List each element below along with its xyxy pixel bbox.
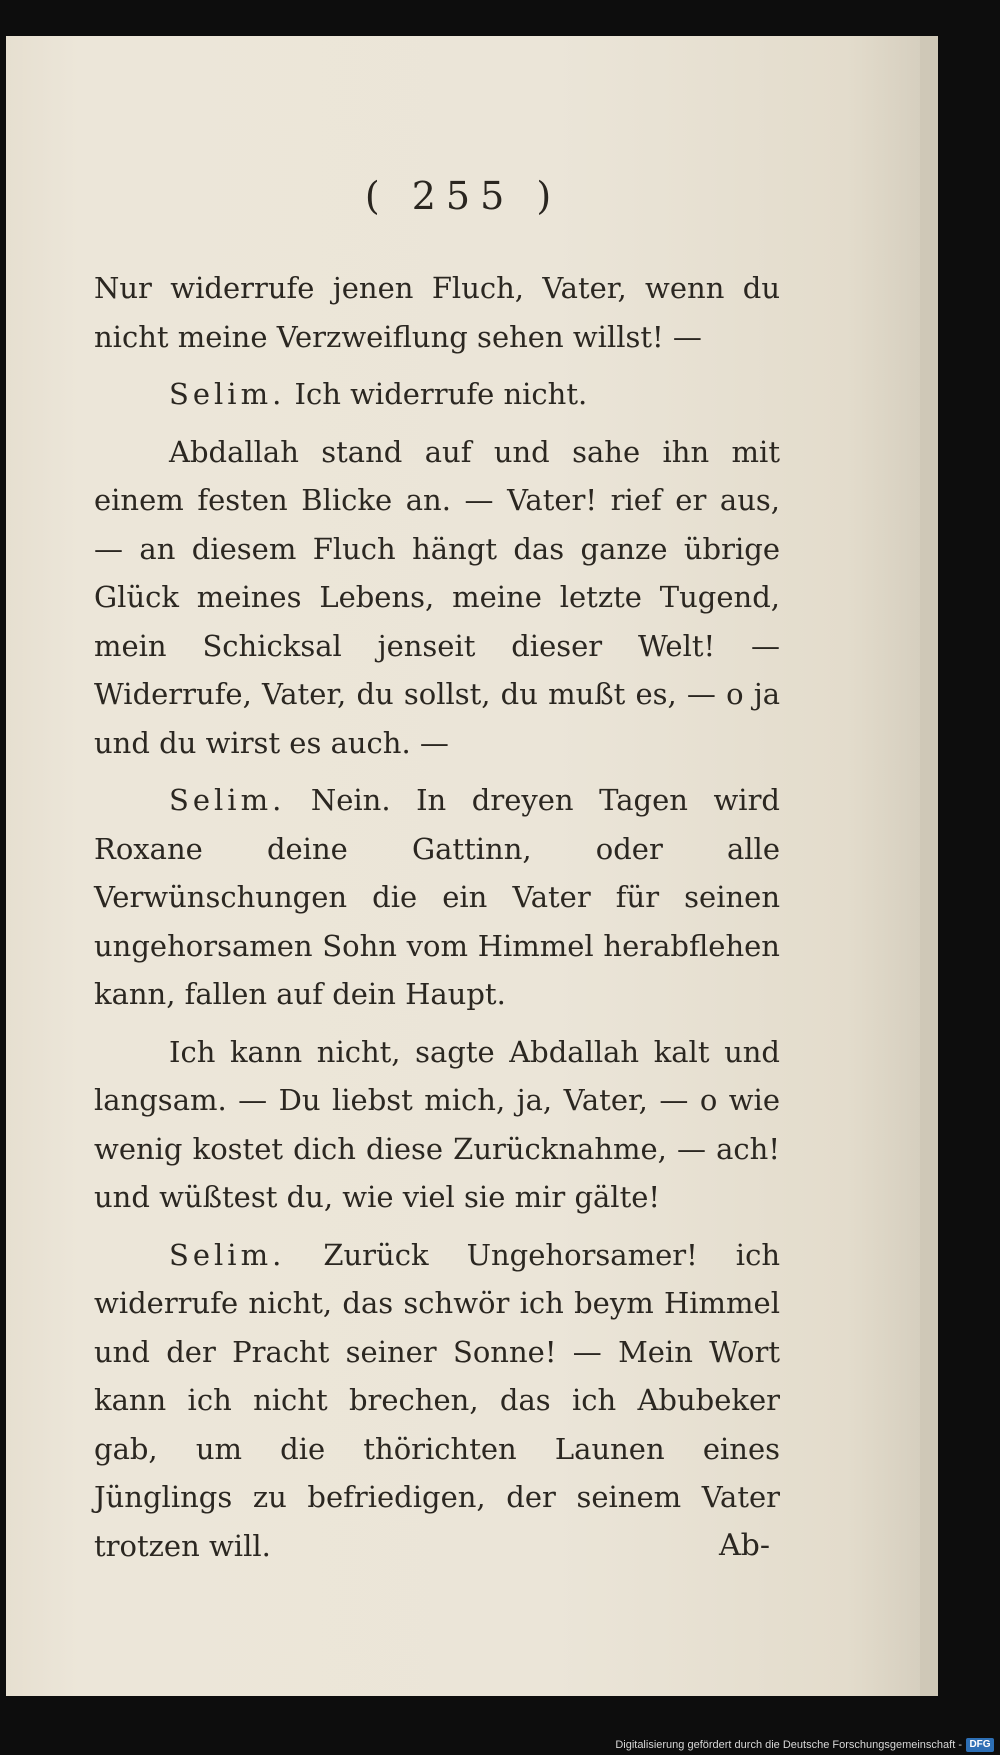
page-text xyxy=(94,264,780,1570)
paragraph-2-text: Ich widerrufe nicht. xyxy=(294,377,588,411)
speaker-name: Selim. xyxy=(169,783,286,817)
digitization-footer xyxy=(0,1733,1000,1755)
page-number: ( 255 ) xyxy=(364,174,562,218)
catchword: Ab- xyxy=(718,1528,770,1563)
paragraph-6-text: Zurück Ungehorsamer! ich widerrufe nicht, das schwör ich beym Himmel und der Pracht seiner Sonne! — Mein Wort kann ich nicht brechen, das ich Abubeker gab, um die thörichten Launen eines Jünglings zu befriedigen, der seinem Vater trotzen will. xyxy=(94,1237,780,1563)
paragraph-5 xyxy=(94,1028,780,1222)
paragraph-3 xyxy=(94,428,780,768)
paragraph-4-text: Nein. In dreyen Tagen wird Roxane deine Gattinn, oder alle Verwünschungen die ein Vater für seinen ungehorsamen Sohn vom Himmel herabflehen kann, fallen auf dein Haupt. xyxy=(94,783,780,1011)
footer-credit: Digitalisierung gefördert durch die Deutsche Forschungsgemeinschaft - xyxy=(615,1739,962,1751)
paragraph-5-text: Ich kann nicht, sagte Abdallah kalt und langsam. — Du liebst mich, ja, Vater, — o wie wenig kostet dich diese Zurücknahme, — ach! und wüßtest du, wie viel sie mir gälte! xyxy=(94,1034,780,1214)
dfg-logo: DFG xyxy=(966,1738,994,1752)
speaker-name: Selim. xyxy=(169,377,286,411)
paragraph-4 xyxy=(94,776,780,1019)
speaker-name: Selim. xyxy=(169,1237,286,1272)
paragraph-3-text: Abdallah stand auf und sahe ihn mit einem festen Blicke an. — Vater! rief er aus, — an diesem Fluch hängt das ganze übrige Glück meines Lebens, meine letzte Tugend, mein Schicksal jenseit dieser Welt! — Widerrufe, Vater, du sollst, du mußt es, — o ja und du wirst es auch. — xyxy=(94,434,780,760)
paragraph-1 xyxy=(94,264,780,361)
paragraph-1-text: Nur widerrufe jenen Fluch, Vater, wenn du nicht meine Verzweiflung sehen willst! — xyxy=(94,271,780,354)
paragraph-6 xyxy=(94,1231,780,1571)
paragraph-2 xyxy=(94,370,780,419)
book-page xyxy=(6,36,938,1696)
